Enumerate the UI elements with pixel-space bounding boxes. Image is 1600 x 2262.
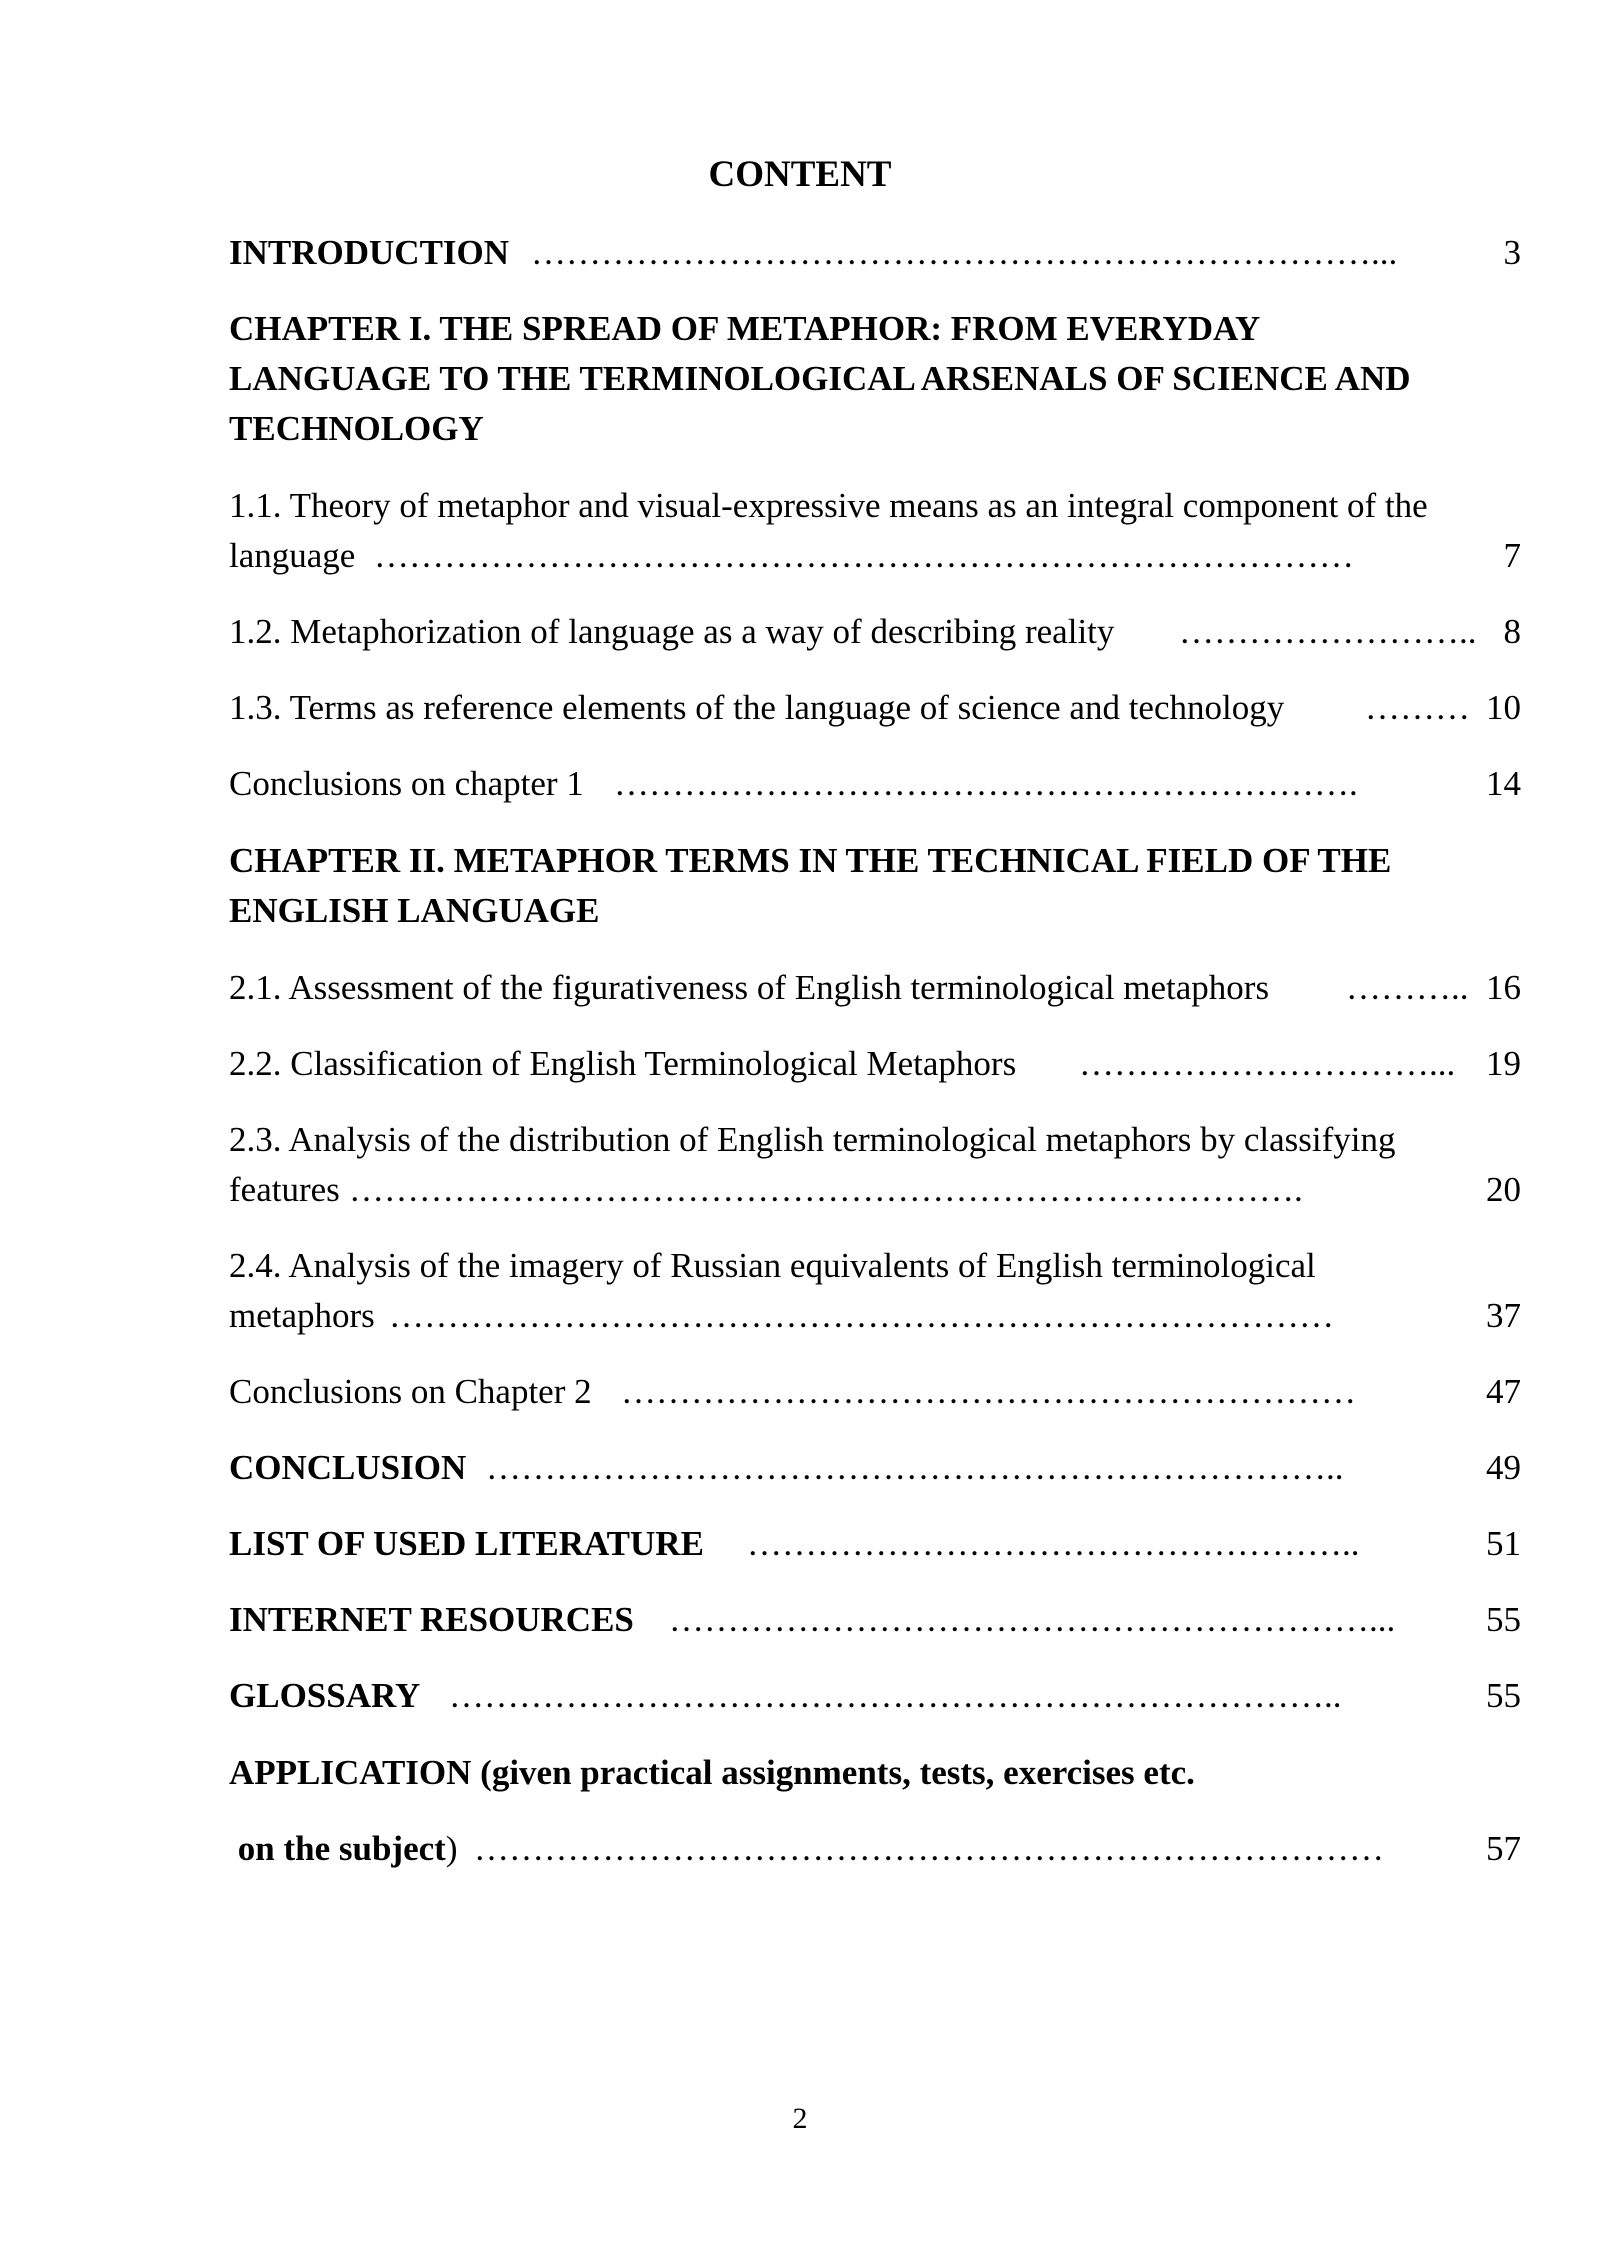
toc-entry-label: INTRODUCTION bbox=[229, 233, 510, 272]
toc-entry-conclusions-1[interactable] bbox=[229, 759, 1521, 809]
toc-entry-label: 1.2. Metaphorization of language as a way of describing reality bbox=[229, 612, 1115, 651]
toc-entry-glossary[interactable] bbox=[229, 1671, 1521, 1721]
toc-leader-dots: ………………………………………………………………... bbox=[531, 233, 1398, 272]
toc-entry-literature[interactable] bbox=[229, 1519, 1521, 1569]
toc-leader-dots: ………………………………………………………………………… bbox=[374, 536, 1354, 575]
toc-entry-label-tail: ) bbox=[445, 1829, 458, 1868]
page-title: CONTENT bbox=[708, 154, 892, 195]
toc-entry-1-3[interactable] bbox=[229, 683, 1521, 733]
toc-entry-label-bold: on the subject bbox=[229, 1829, 446, 1868]
toc-entry-1-2[interactable] bbox=[229, 607, 1521, 657]
toc-heading-line: TECHNOLOGY bbox=[229, 409, 484, 448]
toc-entry-2-4[interactable] bbox=[229, 1241, 1521, 1341]
toc-page-number: 51 bbox=[1486, 1524, 1521, 1563]
toc-leader-dots: ……….. bbox=[1346, 968, 1469, 1007]
toc-leader-dots: ……… bbox=[1365, 688, 1470, 727]
toc-entry-label: 2.1. Assessment of the figurativeness of English terminological metaphors bbox=[229, 968, 1270, 1007]
toc-entry-label: features bbox=[229, 1170, 340, 1209]
toc-entry-label: GLOSSARY bbox=[229, 1676, 421, 1715]
toc-entry-conclusions-2[interactable] bbox=[229, 1367, 1521, 1417]
toc-chapter-1-heading[interactable] bbox=[229, 304, 1521, 454]
toc-entry-label: INTERNET RESOURCES bbox=[229, 1600, 634, 1639]
toc-leader-dots: ………………………………………………………………….. bbox=[449, 1676, 1342, 1715]
toc-entry-introduction[interactable] bbox=[229, 228, 1521, 278]
toc-entry-2-2[interactable] bbox=[229, 1039, 1521, 1089]
toc-page-number: 47 bbox=[1486, 1372, 1521, 1411]
toc-heading-line: ENGLISH LANGUAGE bbox=[229, 891, 600, 930]
toc-entry-label: 1.3. Terms as reference elements of the language of science and technology bbox=[229, 688, 1285, 727]
toc-entry-2-1[interactable] bbox=[229, 963, 1521, 1013]
toc-leader-dots: …………………………... bbox=[1079, 1044, 1456, 1083]
toc-leader-dots: …………………………………………………………………… bbox=[474, 1829, 1384, 1868]
toc-entry-label: CONCLUSION bbox=[229, 1448, 467, 1487]
toc-page-number: 37 bbox=[1486, 1296, 1521, 1335]
toc-heading-line: LANGUAGE TO THE TERMINOLOGICAL ARSENALS OF SCIENCE AND bbox=[229, 359, 1411, 398]
toc-entry-label: language bbox=[229, 536, 356, 575]
toc-entry-label: 1.1. Theory of metaphor and visual-expressive means as an integral component of the bbox=[229, 486, 1428, 525]
toc-page-number: 3 bbox=[1503, 233, 1521, 272]
toc-page-number: 55 bbox=[1486, 1676, 1521, 1715]
toc-heading-line: CHAPTER II. METAPHOR TERMS IN THE TECHNICAL FIELD OF THE bbox=[229, 841, 1392, 880]
toc-chapter-2-heading[interactable] bbox=[229, 836, 1521, 936]
toc-entry-label: Conclusions on chapter 1 bbox=[229, 764, 584, 803]
toc-leader-dots: …………………….. bbox=[1179, 612, 1477, 651]
toc-page-number: 7 bbox=[1503, 536, 1521, 575]
toc-leader-dots: ………………………………………………………. bbox=[614, 764, 1358, 803]
toc-page-number: 57 bbox=[1486, 1829, 1521, 1868]
toc-entry-label: 2.4. Analysis of the imagery of Russian equivalents of English terminological bbox=[229, 1246, 1316, 1285]
toc-entry-label: Conclusions on Chapter 2 bbox=[229, 1372, 592, 1411]
toc-entry-1-1[interactable] bbox=[229, 481, 1521, 581]
toc-entry-application[interactable] bbox=[229, 1748, 1521, 1874]
toc-entry-internet-resources[interactable] bbox=[229, 1595, 1521, 1645]
toc-page-number: 49 bbox=[1486, 1448, 1521, 1487]
footer-page-number: 2 bbox=[792, 2102, 808, 2135]
toc-leader-dots: ………………………………………………………………………. bbox=[349, 1170, 1303, 1209]
toc-entry-label: 2.3. Analysis of the distribution of English terminological metaphors by classifying bbox=[229, 1120, 1396, 1159]
toc-page-number: 14 bbox=[1486, 764, 1521, 803]
toc-entry-label: APPLICATION (given practical assignments, tests, exercises etc. bbox=[229, 1753, 1195, 1792]
toc-page-number: 55 bbox=[1486, 1600, 1521, 1639]
toc-page-number: 8 bbox=[1503, 612, 1521, 651]
toc-entry-label: 2.2. Classification of English Terminological Metaphors bbox=[229, 1044, 1017, 1083]
toc-page-number: 10 bbox=[1486, 688, 1521, 727]
toc-leader-dots: ……………………………………………………………….. bbox=[486, 1448, 1344, 1487]
toc-entry-conclusion[interactable] bbox=[229, 1443, 1521, 1493]
toc-entry-label bbox=[229, 1824, 457, 1874]
toc-entry-label: LIST OF USED LITERATURE bbox=[229, 1524, 704, 1563]
toc-leader-dots: ……………………………………………………... bbox=[669, 1600, 1396, 1639]
toc-heading-line: CHAPTER I. THE SPREAD OF METAPHOR: FROM EVERYDAY bbox=[229, 309, 1261, 348]
toc-page-number: 20 bbox=[1486, 1170, 1521, 1209]
toc-entry-2-3[interactable] bbox=[229, 1115, 1521, 1215]
toc-entry-label: metaphors bbox=[229, 1296, 375, 1335]
toc-page-number: 19 bbox=[1486, 1044, 1521, 1083]
toc-leader-dots: …………………………………………….. bbox=[747, 1524, 1360, 1563]
toc-leader-dots: ……………………………………………………………………… bbox=[389, 1296, 1334, 1335]
toc-leader-dots: ……………………………………………………… bbox=[621, 1372, 1356, 1411]
toc-page-number: 16 bbox=[1486, 968, 1521, 1007]
